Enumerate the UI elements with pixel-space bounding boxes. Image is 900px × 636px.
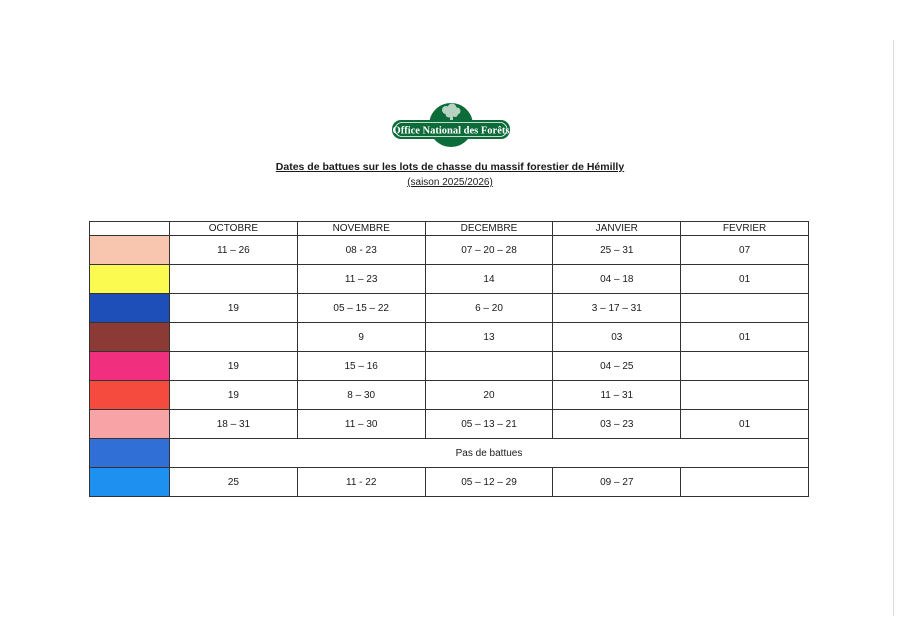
lot-color-swatch xyxy=(90,381,169,409)
table-cell: 18 – 31 xyxy=(170,410,298,439)
table-cell xyxy=(681,381,809,410)
logo-text: Office National des Forêts xyxy=(392,125,510,137)
table-row xyxy=(90,294,809,323)
table-cell: 01 xyxy=(681,323,809,352)
table-cell xyxy=(425,352,553,381)
table-cell: 11 – 30 xyxy=(297,410,425,439)
table-cell: 19 xyxy=(170,352,298,381)
lot-color-swatch xyxy=(90,439,169,467)
table-row xyxy=(90,352,809,381)
table-cell: 04 – 18 xyxy=(553,265,681,294)
merged-cell-no-hunts: Pas de battues xyxy=(170,439,809,468)
table-row xyxy=(90,265,809,294)
table-cell: 03 – 23 xyxy=(553,410,681,439)
column-header: NOVEMBRE xyxy=(297,222,425,236)
table-cell: 07 – 20 – 28 xyxy=(425,236,553,265)
onf-logo xyxy=(392,100,510,148)
table-cell: 11 – 23 xyxy=(297,265,425,294)
page-subtitle: (saison 2025/2026) xyxy=(407,177,493,188)
table-cell: 14 xyxy=(425,265,553,294)
table-cell: 11 – 31 xyxy=(553,381,681,410)
table-cell: 01 xyxy=(681,410,809,439)
table-row xyxy=(90,439,809,468)
lot-color-swatch xyxy=(90,410,169,438)
table-row xyxy=(90,236,809,265)
table-row xyxy=(90,468,809,497)
lot-color-swatch xyxy=(90,265,169,293)
lot-color-swatch xyxy=(90,352,169,380)
table-row xyxy=(90,410,809,439)
table-cell: 3 – 17 – 31 xyxy=(553,294,681,323)
table-cell xyxy=(681,352,809,381)
table-cell: 05 – 12 – 29 xyxy=(425,468,553,497)
table-cell xyxy=(170,265,298,294)
table-cell: 05 – 15 – 22 xyxy=(297,294,425,323)
table-cell: 20 xyxy=(425,381,553,410)
table-row xyxy=(90,323,809,352)
table-cell: 6 – 20 xyxy=(425,294,553,323)
page-title: Dates de battues sur les lots de chasse du massif forestier de Hémilly xyxy=(275,161,625,173)
table-cell: 8 – 30 xyxy=(297,381,425,410)
table-cell: 19 xyxy=(170,294,298,323)
lot-color-swatch xyxy=(90,468,169,496)
table-cell: 25 xyxy=(170,468,298,497)
table-cell: 09 – 27 xyxy=(553,468,681,497)
table-header-row xyxy=(90,222,809,236)
lot-color-swatch xyxy=(90,236,169,264)
table-cell: 05 – 13 – 21 xyxy=(425,410,553,439)
column-header: DECEMBRE xyxy=(425,222,553,236)
lot-color-swatch xyxy=(90,294,169,322)
table-cell xyxy=(170,323,298,352)
column-header: OCTOBRE xyxy=(170,222,298,236)
table-cell: 04 – 25 xyxy=(553,352,681,381)
table-cell: 15 – 16 xyxy=(297,352,425,381)
table-cell xyxy=(681,468,809,497)
table-cell: 11 - 22 xyxy=(297,468,425,497)
table-cell: 19 xyxy=(170,381,298,410)
lot-color-swatch xyxy=(90,323,169,351)
table-cell: 25 – 31 xyxy=(553,236,681,265)
table-cell: 9 xyxy=(297,323,425,352)
table-cell: 13 xyxy=(425,323,553,352)
table-cell: 11 – 26 xyxy=(170,236,298,265)
table-cell: 08 - 23 xyxy=(297,236,425,265)
table-cell: 07 xyxy=(681,236,809,265)
table-cell xyxy=(681,294,809,323)
corner-cell xyxy=(90,222,170,236)
column-header: FEVRIER xyxy=(681,222,809,236)
page-edge xyxy=(893,40,894,616)
table-cell: 01 xyxy=(681,265,809,294)
table-cell: 03 xyxy=(553,323,681,352)
column-header: JANVIER xyxy=(553,222,681,236)
battues-table xyxy=(89,221,809,497)
table-row xyxy=(90,381,809,410)
